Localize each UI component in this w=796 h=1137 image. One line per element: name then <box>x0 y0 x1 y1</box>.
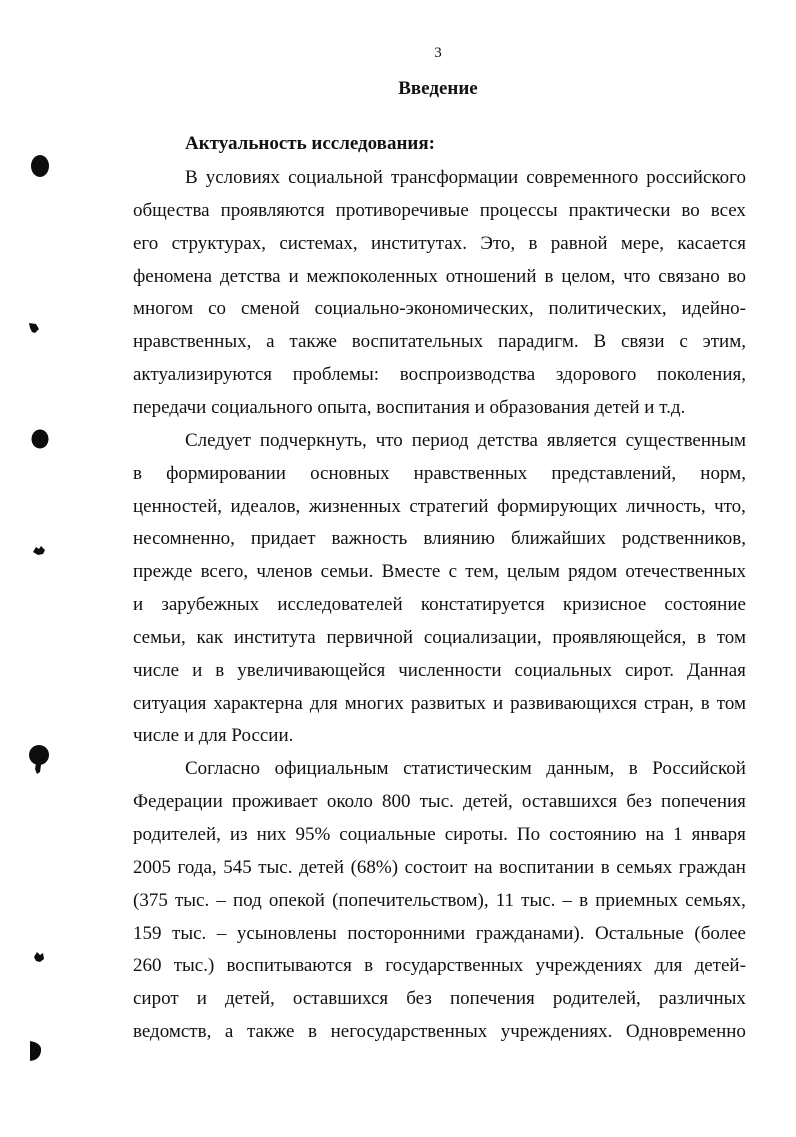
text-line: многом со сменой социально-экономических, политических, идейно- <box>133 298 746 319</box>
text-line: 2005 года, 545 тыс. детей (68%) состоит на воспитании в семьях граждан <box>133 857 746 878</box>
text-line: сирот и детей, оставшихся без попечения родителей, различных <box>133 988 746 1009</box>
text-line: прежде всего, членов семьи. Вместе с тем, целым рядом отечественных <box>133 561 746 582</box>
hole-punch-mark <box>26 1039 44 1063</box>
hole-punch-mark <box>27 744 51 776</box>
text-line: Согласно официальным статистическим данным, в Российской <box>185 758 746 779</box>
text-line: нравственных, а также воспитательных парадигм. В связи с этим, <box>133 331 746 352</box>
text-line: 260 тыс.) воспитываются в государственных учреждениях для детей- <box>133 955 746 976</box>
page-number: 3 <box>434 45 442 61</box>
text-line: (375 тыс. – под опекой (попечительством), 11 тыс. – в приемных семьях, <box>133 890 746 911</box>
text-line: и зарубежных исследователей констатируется кризисное состояние <box>133 594 746 615</box>
ink-speck-mark <box>31 949 47 965</box>
document-title: Введение <box>398 78 478 99</box>
text-line: числе и в увеличивающейся численности социальных сирот. Данная <box>133 660 746 681</box>
hole-punch-mark <box>30 428 50 450</box>
text-line: передачи социального опыта, воспитания и образования детей и т.д. <box>133 397 686 418</box>
ink-speck-mark <box>30 543 48 557</box>
text-line: 159 тыс. – усыновлены посторонними гражданами). Остальные (более <box>133 923 746 944</box>
text-line: В условиях социальной трансформации современного российского <box>185 167 746 188</box>
text-line: актуализируются проблемы: воспроизводства здорового поколения, <box>133 364 746 385</box>
text-line: числе и для России. <box>133 725 294 746</box>
text-line: ведомств, а также в негосударственных учреждениях. Одновременно <box>133 1021 746 1042</box>
text-line: Следует подчеркнуть, что период детства является существенным <box>185 430 746 451</box>
text-line: ситуация характерна для многих развитых и развивающихся стран, в том <box>133 693 746 714</box>
text-line: его структурах, системах, институтах. Это, в равной мере, касается <box>133 233 746 254</box>
text-line: феномена детства и межпоколенных отношений в целом, что связано во <box>133 266 746 287</box>
text-line: семьи, как института первичной социализации, проявляющейся, в том <box>133 627 746 648</box>
text-line: Федерации проживает около 800 тыс. детей, оставшихся без попечения <box>133 791 746 812</box>
text-line: ценностей, идеалов, жизненных стратегий формирующих личность, что, <box>133 496 746 517</box>
text-line: общества проявляются противоречивые процессы практически во всех <box>133 200 746 221</box>
text-line: несомненно, придает важность влиянию ближайших родственников, <box>133 528 746 549</box>
hole-punch-mark <box>29 153 51 179</box>
ink-speck-mark <box>27 320 41 336</box>
text-line: родителей, из них 95% социальные сироты. По состоянию на 1 января <box>133 824 746 845</box>
section-heading: Актуальность исследования: <box>185 133 435 154</box>
text-line: в формировании основных нравственных представлений, норм, <box>133 463 746 484</box>
